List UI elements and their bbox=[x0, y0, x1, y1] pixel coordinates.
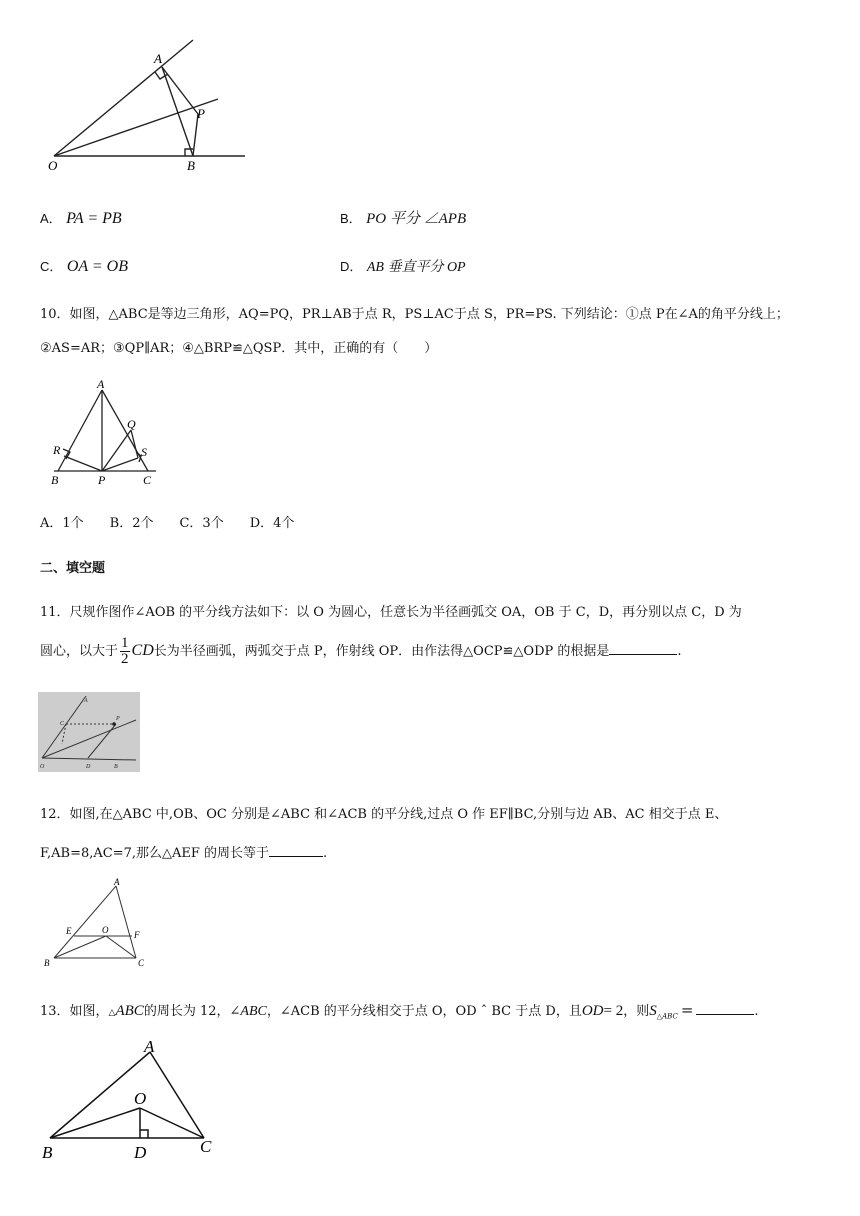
q9-option-a[interactable] bbox=[40, 210, 122, 228]
q12-label-f: F bbox=[134, 930, 140, 940]
section-title: 二、填空题 bbox=[40, 561, 106, 576]
q11-line2-rest: 长为半径画弧，两弧交于点 P，作射线 OP．由作法得△OCP≌△ODP 的根据是 bbox=[153, 644, 610, 659]
q10-figure bbox=[46, 376, 166, 488]
q9-label-b: B bbox=[187, 158, 195, 173]
q11-line2-end: . bbox=[677, 644, 682, 659]
q10-line1: 10．如图，△ABC是等边三角形，AQ=PQ，PR⊥AB于点 R，PS⊥AC于点 S，PR=PS. 下列结论：①点 P在∠A的角平分线上； bbox=[40, 307, 789, 322]
q10-label-r: R bbox=[53, 443, 61, 457]
q11-line1: 11．尺规作图作∠AOB 的平分线方法如下：以 O 为圆心，任意长为半径画弧交 OA，OB 于 C，D，再分别以点 C，D 为 bbox=[40, 605, 742, 620]
q11-frac-den: 2 bbox=[121, 651, 129, 667]
q13-triangle: △ bbox=[108, 1008, 116, 1018]
q9-option-c-text: OA = OB bbox=[66, 258, 129, 275]
svg-text:O: O bbox=[40, 764, 45, 770]
q13-prefix: 13．如图， bbox=[40, 1004, 109, 1019]
q9-option-d-letter: D． bbox=[340, 259, 363, 274]
q9-option-a-letter: A． bbox=[40, 211, 62, 226]
q13-abc: ABC bbox=[115, 1003, 144, 1019]
q13-text-b: 的周长为 12，∠ bbox=[143, 1004, 241, 1019]
q13-sub: △ABC bbox=[656, 1012, 678, 1021]
q11-frac-var: CD bbox=[131, 642, 154, 659]
q12-line2 bbox=[40, 842, 327, 863]
q9-option-d-text: AB 垂直平分 OP bbox=[366, 260, 466, 275]
q12-label-a: A bbox=[114, 877, 120, 887]
q13-s: S bbox=[649, 1003, 657, 1019]
q13-text-d: ，则 bbox=[623, 1004, 650, 1019]
q12-figure bbox=[40, 876, 160, 968]
q13-label-o: O bbox=[134, 1089, 147, 1108]
q13-end: . bbox=[754, 1004, 759, 1019]
q9-option-b-letter: B． bbox=[340, 211, 362, 226]
svg-text:A: A bbox=[84, 698, 88, 704]
svg-text:D: D bbox=[86, 764, 91, 770]
q12-label-o: O bbox=[102, 925, 109, 935]
q10-label-a: A bbox=[97, 377, 105, 391]
q9-option-c[interactable] bbox=[40, 258, 128, 276]
q9-option-b[interactable] bbox=[340, 210, 466, 228]
q11-fraction bbox=[120, 636, 130, 667]
svg-text:B: B bbox=[114, 764, 118, 770]
q10-options[interactable]: A．1个 B．2个 C．3个 D．4个 bbox=[40, 516, 295, 531]
q10-label-c: C bbox=[143, 473, 152, 487]
q12-label-e: E bbox=[66, 926, 72, 936]
q9-option-b-text: PO 平分 ∠APB bbox=[366, 211, 467, 227]
q13-label-b: B bbox=[42, 1143, 53, 1162]
q9-label-a: A bbox=[154, 51, 162, 66]
q13-od: OD bbox=[581, 1003, 604, 1019]
q9-option-c-letter: C． bbox=[40, 259, 63, 274]
q13-line bbox=[40, 1000, 759, 1026]
svg-text:C: C bbox=[60, 721, 65, 727]
q9-option-d[interactable] bbox=[340, 258, 466, 277]
q9-label-p: P bbox=[197, 106, 205, 121]
q11-frac-num: 1 bbox=[121, 635, 129, 651]
q13-text-c: ，∠ACB 的平分线相交于点 O，OD ˆ BC 于点 D，且 bbox=[266, 1004, 582, 1019]
q13-label-d: D bbox=[134, 1143, 147, 1162]
q12-line2-text: F,AB=8,AC=7,那么△AEF 的周长等于 bbox=[40, 846, 270, 861]
q12-label-c: C bbox=[138, 958, 145, 968]
svg-text:P: P bbox=[116, 716, 120, 722]
q13-eq: = 2 bbox=[603, 1003, 624, 1019]
q13-answer-blank[interactable] bbox=[696, 1000, 754, 1015]
q9-label-o: O bbox=[48, 158, 58, 173]
q12-line1: 12．如图,在△ABC 中,OB、OC 分别是∠ABC 和∠ACB 的平分线,过点 O 作 EF∥BC,分别与边 AB、AC 相交于点 E、 bbox=[40, 807, 728, 822]
q13-label-a: A bbox=[144, 1040, 155, 1056]
q13-abc2: ABC bbox=[240, 1004, 267, 1019]
q10-label-b: B bbox=[51, 473, 59, 487]
q11-answer-blank[interactable] bbox=[609, 640, 677, 655]
q10-label-s: S bbox=[141, 445, 147, 459]
q13-figure bbox=[38, 1040, 224, 1164]
q10-line2: ②AS=AR；③QP∥AR；④△BRP≌△QSP．其中，正确的有（ ） bbox=[40, 341, 438, 356]
q10-label-p: P bbox=[98, 473, 106, 487]
q13-label-c: C bbox=[200, 1137, 212, 1156]
q11-line2 bbox=[40, 636, 682, 667]
q9-option-a-text: PA = PB bbox=[66, 210, 122, 227]
q12-answer-blank[interactable] bbox=[269, 842, 323, 857]
q10-label-q: Q bbox=[127, 417, 136, 431]
q11-line2-start: 圆心，以大于 bbox=[40, 644, 119, 659]
q12-line2-end: . bbox=[323, 846, 328, 861]
q11-photo-figure bbox=[38, 692, 140, 772]
q13-eq2: = bbox=[680, 1001, 694, 1019]
q12-label-b: B bbox=[44, 958, 50, 968]
q9-figure bbox=[40, 36, 260, 176]
